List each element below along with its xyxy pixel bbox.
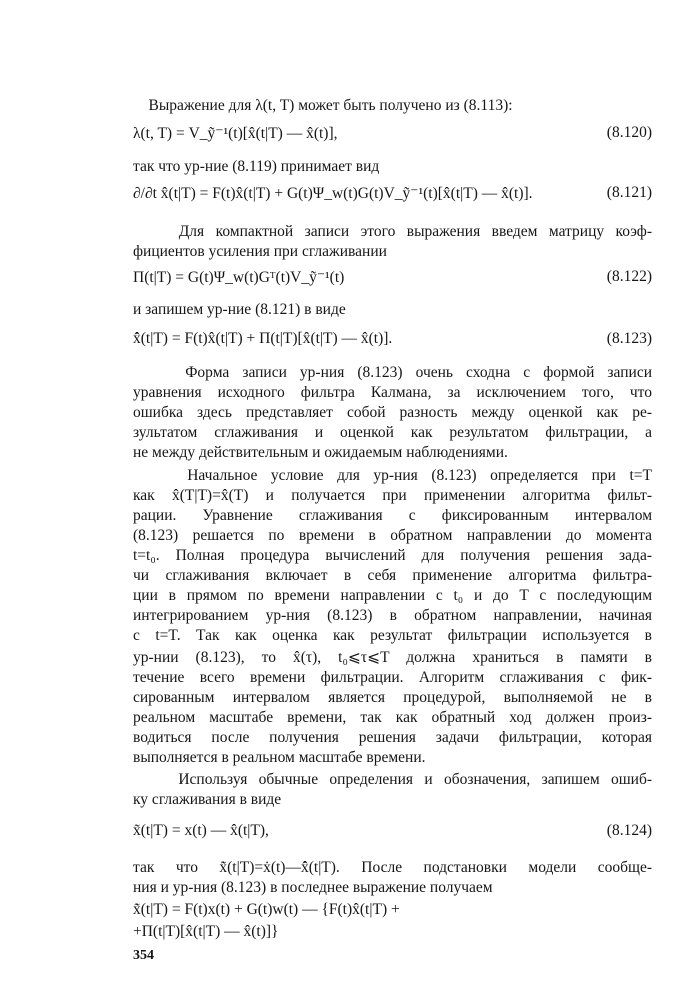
text-line: с t=T. Так как оценка как результат фильтрации используется в — [133, 627, 652, 644]
text-line: так что ур-ние (8.119) принимает вид — [133, 158, 380, 175]
text-line: так что x̃̇(t|T)=ẋ(t)—x̂̇(t|T). После подстановки модели сообще- — [133, 859, 652, 876]
text-line: Начальное условие для ур-ния (8.123) определяется при t=T — [133, 467, 652, 484]
equation-8-124 — [133, 822, 652, 848]
text-line: Используя обычные определения и обозначения, запишем ошиб- — [133, 771, 652, 788]
page-number: 354 — [133, 948, 154, 963]
text-line: ур-нии (8.123), то x̂(τ), t₀⩽τ⩽T должна храниться в памяти в — [133, 649, 652, 666]
equation-number: (8.121) — [606, 184, 652, 201]
text-line: фициентов усиления при сглаживании — [133, 243, 387, 260]
text-line: течение всего времени фильтрации. Алгоритм сглаживания с фик- — [133, 669, 652, 686]
text-line: ку сглаживания в виде — [133, 791, 282, 808]
equation-number: (8.120) — [606, 124, 652, 141]
text-line: реальном масштабе времени, так как обратный ход должен произ- — [133, 709, 652, 726]
text-line: зультатом сглаживания и оценкой как результатом фильтрации, а — [133, 424, 652, 441]
equation-number: (8.123) — [606, 330, 652, 347]
text-line: водиться после получения решения задачи фильтрации, которая — [133, 729, 652, 746]
equation-8-123 — [133, 330, 652, 356]
text-line: Выражение для λ(t, T) может быть получено из (8.113): — [133, 97, 513, 114]
text-line: рации. Уравнение сглаживания с фиксированным интервалом — [133, 507, 652, 524]
equation-formula: x̂̇(t|T) = F(t)x̂(t|T) + Π(t|T)[x̂(t|T) — x̂(t)]. — [133, 330, 393, 347]
text-line: Форма записи ур-ния (8.123) очень сходна с формой записи — [133, 364, 652, 381]
equation-8-122 — [133, 268, 652, 294]
equation-8-120 — [133, 124, 652, 150]
equation-formula: λ(t, T) = V_ỹ⁻¹(t)[x̂(t|T) — x̂(t)], — [133, 125, 338, 142]
text-line: интегрированием ур-ния (8.123) в обратном направлении, начиная — [133, 607, 652, 624]
text-line: и запишем ур-ние (8.121) в виде — [133, 301, 346, 318]
equation-number: (8.122) — [606, 268, 652, 285]
equation-formula: ∂/∂t x̂(t|T) = F(t)x̂(t|T) + G(t)Ψ_w(t)G(t)V_ỹ⁻¹(t)[x̂(t|T) — x̂(t)]. — [133, 185, 533, 202]
text-line: выполняется в реальном масштабе времени. — [133, 749, 426, 766]
text-line: чи сглаживания включает в себя применение алгоритма фильтра- — [133, 567, 652, 584]
text-line: ния и ур-ния (8.123) в последнее выражение получаем — [133, 879, 493, 896]
text-line: Для компактной записи этого выражения введем матрицу коэф- — [133, 223, 652, 240]
text-line: ошибка здесь представляет собой разность между оценкой как ре- — [133, 404, 652, 421]
text-line: уравнения исходного фильтра Калмана, за исключением того, что — [133, 384, 652, 401]
equation-formula: Π(t|T) = G(t)Ψ_w(t)Gᵀ(t)V_ỹ⁻¹(t) — [133, 269, 345, 286]
equation-formula: x̃̇(t|T) = F(t)x(t) + G(t)w(t) — {F(t)x̂(t|T) + — [133, 901, 400, 918]
equation-number: (8.124) — [606, 822, 652, 839]
text-line: t=t₀. Полная процедура вычислений для получения решения зада- — [133, 547, 652, 564]
equation-8-121 — [133, 184, 652, 210]
equation-formula: +Π(t|T)[x̂(t|T) — x̂(t)]} — [133, 923, 279, 940]
equation-formula: x̃(t|T) = x(t) — x̂(t|T), — [133, 822, 269, 839]
text-line: ции в прямом по времени направлении с t₀ и до T с последующим — [133, 587, 652, 604]
text-line: сированным интервалом является процедурой, выполняемой не в — [133, 689, 652, 706]
text-line: не между действительным и ожидаемым наблюдениями. — [133, 444, 508, 461]
text-line: как x̂(T|T)=x̂(T) и получается при применении алгоритма фильт- — [133, 487, 652, 504]
text-line: (8.123) решается по времени в обратном направлении до момента — [133, 527, 652, 544]
